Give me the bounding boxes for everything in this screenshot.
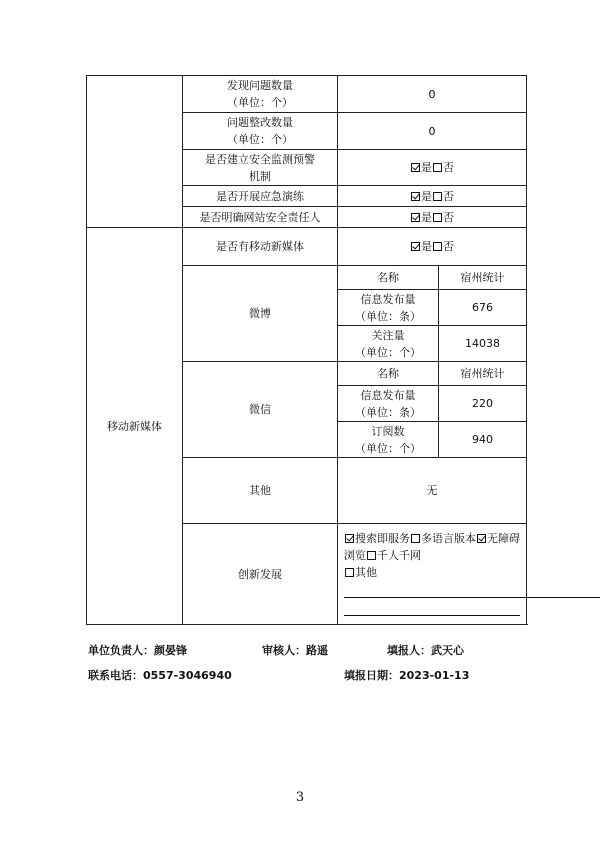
wechat-account-name: 宿州统计 — [439, 362, 527, 386]
issues-found-value: 0 — [338, 76, 527, 113]
monitor-yes-checkbox[interactable] — [411, 163, 420, 172]
has-mobile-yes-checkbox[interactable] — [411, 242, 420, 251]
issues-fixed-label: 问题整改数量 （单位：个） — [183, 113, 338, 150]
personalized-label: 千人千网 — [377, 549, 421, 562]
drill-options: 是 否 — [338, 186, 527, 207]
report-table — [86, 75, 527, 625]
drill-yes-checkbox[interactable] — [411, 192, 420, 201]
owner-no-checkbox[interactable] — [433, 213, 442, 222]
unit-leader: 单位负责人：颜晏锋 — [88, 644, 187, 657]
multilang-label: 多语言版本 — [421, 532, 476, 545]
wechat-publish-label: 信息发布量 （单位：条） — [338, 386, 439, 422]
page-number: 3 — [295, 790, 305, 805]
multilang-checkbox[interactable] — [411, 534, 420, 543]
reviewer: 审核人：路遥 — [262, 644, 328, 657]
has-mobile-no-checkbox[interactable] — [433, 242, 442, 251]
issues-fixed-value: 0 — [338, 113, 527, 150]
weibo-follow-label: 关注量 （单位：个） — [338, 326, 439, 362]
monitor-no-checkbox[interactable] — [433, 163, 442, 172]
drill-label: 是否开展应急演练 — [183, 186, 338, 207]
other-innovation-label: 其他 — [355, 566, 377, 579]
wechat-subscribe-label: 订阅数 （单位：个） — [338, 422, 439, 458]
other-media-value: 无 — [338, 458, 527, 524]
weibo-account-name: 宿州统计 — [439, 266, 527, 290]
report-date: 填报日期：2023-01-13 — [344, 669, 470, 682]
search-service-checkbox[interactable] — [345, 534, 354, 543]
innovation-options — [338, 524, 527, 625]
filler: 填报人：武天心 — [387, 644, 464, 657]
owner-yes-checkbox[interactable] — [411, 213, 420, 222]
accessibility-checkbox[interactable] — [477, 534, 486, 543]
innovation-line-2 — [344, 564, 520, 598]
other-media-label: 其他 — [183, 458, 338, 524]
accessibility-label: 无障碍浏览 — [344, 532, 520, 562]
wechat-label: 微信 — [183, 362, 338, 458]
other-innovation-fill-line[interactable] — [344, 585, 600, 598]
weibo-publish-value: 676 — [439, 290, 527, 326]
has-mobile-label: 是否有移动新媒体 — [183, 228, 338, 266]
personalized-checkbox[interactable] — [367, 551, 376, 560]
drill-no-checkbox[interactable] — [433, 192, 442, 201]
wechat-subscribe-value: 940 — [439, 422, 527, 458]
weibo-follow-value: 14038 — [439, 326, 527, 362]
innovation-line-1 — [344, 530, 520, 564]
other-innovation-checkbox[interactable] — [345, 568, 354, 577]
wechat-name-header: 名称 — [338, 362, 439, 386]
mobile-section-label: 移动新媒体 — [87, 228, 183, 625]
weibo-label: 微博 — [183, 266, 338, 362]
contact-phone: 联系电话：0557-3046940 — [88, 669, 232, 682]
owner-label: 是否明确网站安全责任人 — [183, 207, 338, 228]
has-mobile-options: 是 否 — [338, 228, 527, 266]
owner-options: 是 否 — [338, 207, 527, 228]
issues-found-label: 发现问题数量 （单位：个） — [183, 76, 338, 113]
security-section-cell — [87, 76, 183, 228]
innovation-fill-line[interactable] — [344, 598, 520, 616]
weibo-name-header: 名称 — [338, 266, 439, 290]
weibo-publish-label: 信息发布量 （单位：条） — [338, 290, 439, 326]
monitor-label: 是否建立安全监测预警 机制 — [183, 150, 338, 186]
innovation-section-label: 创新发展 — [183, 524, 338, 625]
search-service-label: 搜索即服务 — [355, 532, 410, 545]
monitor-options: 是 否 — [338, 150, 527, 186]
wechat-publish-value: 220 — [439, 386, 527, 422]
